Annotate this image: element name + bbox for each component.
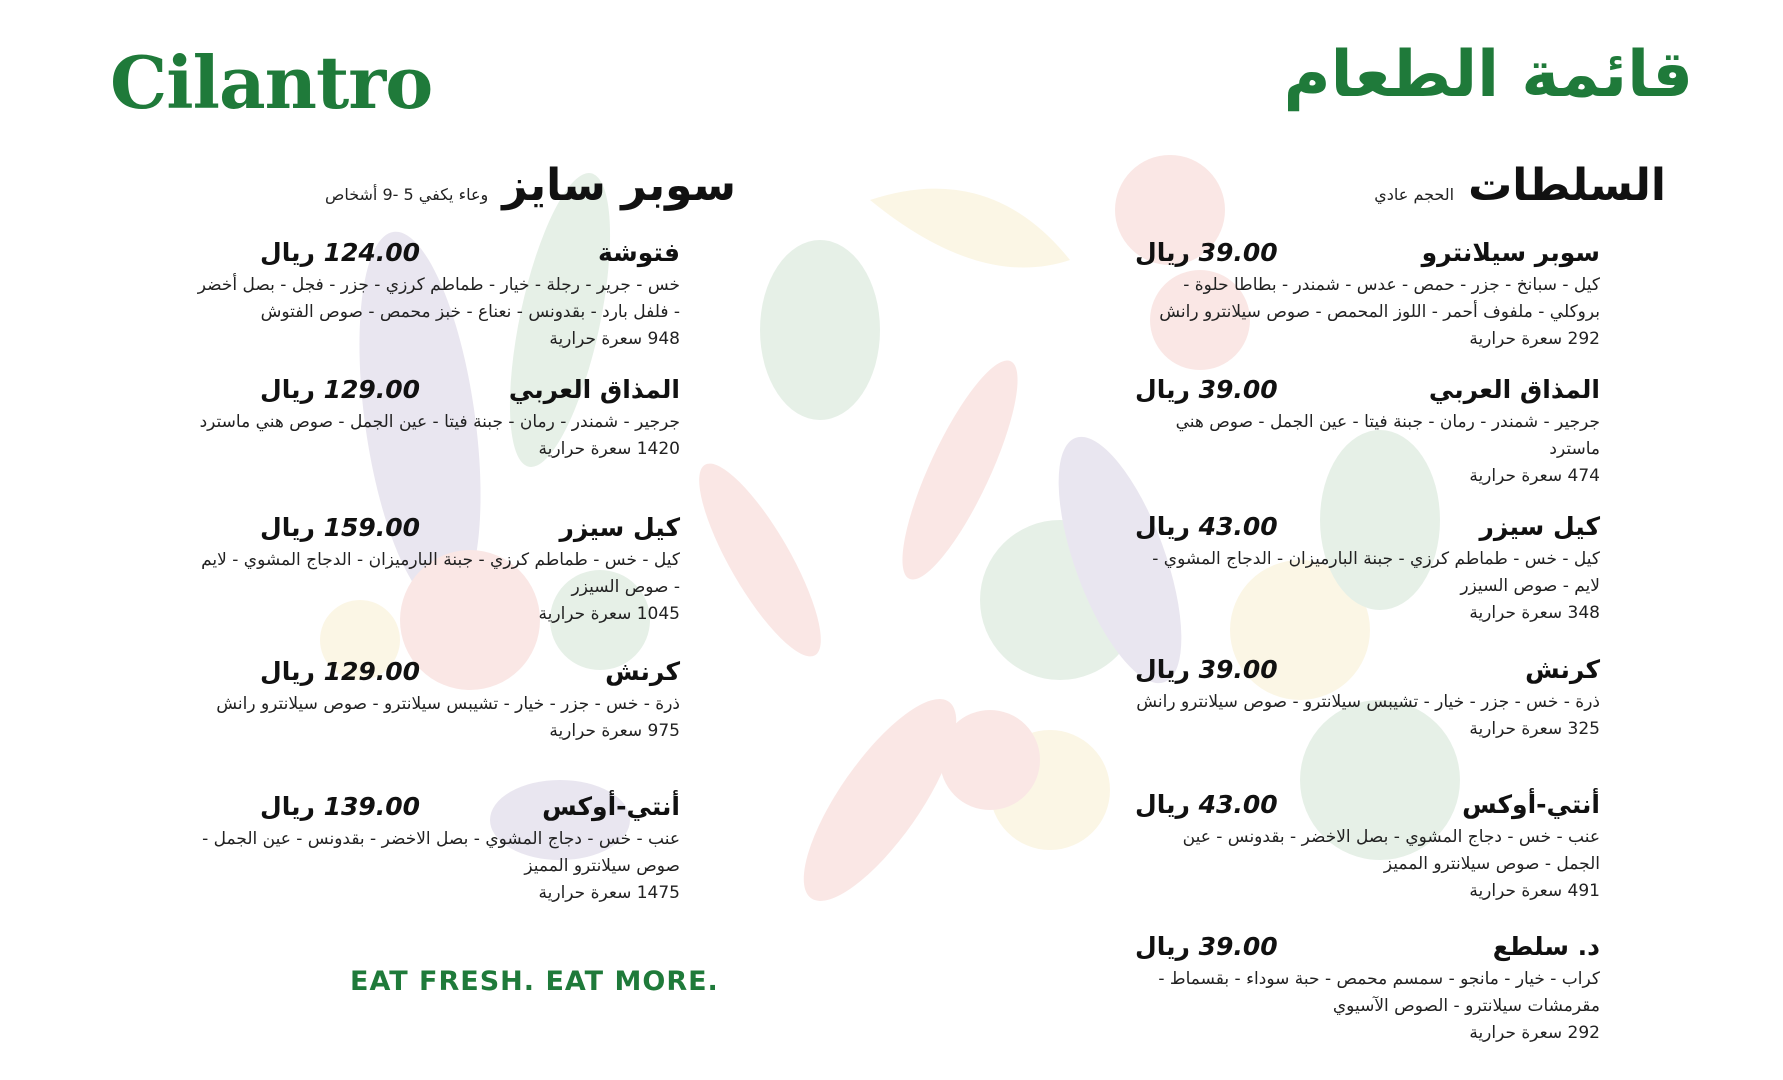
item-description: عنب - خس - دجاج المشوي - بصل الاخضر - بقدونس - عين الجمل - صوص سيلانترو المميز	[1182, 827, 1600, 874]
item-description: عنب - خس - دجاج المشوي - بصل الاخضر - بقدونس - عين الجمل - صوص سيلانترو المميز	[202, 829, 680, 876]
super-size-note: وعاء يكفي 5 -9 أشخاص	[324, 185, 489, 204]
item-price: 124.00 ريال	[260, 238, 421, 267]
salads-section-header	[1374, 160, 1666, 211]
item-name: سوبر سيلانترو	[1421, 238, 1600, 267]
item-calories: 1420 سعرة حرارية	[538, 439, 680, 459]
super-size-title: سوبر سايز	[502, 160, 736, 211]
item-name: أنتي-أوكس	[542, 792, 680, 821]
salads-size-note: الحجم عادي	[1374, 185, 1455, 204]
menu-item	[1135, 512, 1600, 627]
super-size-section-header	[325, 160, 736, 211]
item-name: كيل سيزر	[1479, 512, 1600, 541]
item-name: كيل سيزر	[559, 513, 680, 542]
item-calories: 325 سعرة حرارية	[1469, 719, 1600, 739]
menu-item	[1135, 932, 1600, 1047]
menu-item	[1135, 790, 1600, 905]
menu-item	[1135, 238, 1600, 353]
item-name: د. سلطع	[1492, 932, 1600, 961]
menu-item	[1135, 375, 1600, 490]
item-name: أنتي-أوكس	[1462, 790, 1600, 819]
salads-title: السلطات	[1468, 160, 1666, 211]
tagline: EAT FRESH. EAT MORE.	[350, 966, 719, 997]
item-calories: 1475 سعرة حرارية	[538, 883, 680, 903]
brand-logo: Cilantro	[110, 40, 433, 125]
item-description: جرجير - شمندر - رمان - جبنة فيتا - عين الجمل - صوص هني ماسترد	[1175, 412, 1600, 459]
item-calories: 975 سعرة حرارية	[549, 721, 680, 741]
item-name: فتوشة	[598, 238, 680, 267]
item-price: 39.00 ريال	[1135, 238, 1278, 267]
item-price: 43.00 ريال	[1135, 512, 1278, 541]
item-description: ذرة - خس - جزر - خيار - تشيبس سيلانترو - صوص سيلانترو رانش	[1136, 692, 1600, 712]
item-description: ذرة - خس - جزر - خيار - تشيبس سيلانترو - صوص سيلانترو رانش	[216, 694, 680, 714]
item-description: كراب - خيار - مانجو - سمسم محمص - حبة سوداء - بقسماط - مقرمشات سيلانترو - الصوص الآسيوي	[1158, 969, 1600, 1016]
item-calories: 948 سعرة حرارية	[549, 329, 680, 349]
item-name: كرنش	[1525, 655, 1600, 684]
item-calories: 348 سعرة حرارية	[1469, 603, 1600, 623]
item-description: كيل - خس - طماطم كرزي - جبنة البارميزان - الدجاج المشوي - لايم - صوص السيزر	[1152, 549, 1600, 596]
item-price: 39.00 ريال	[1135, 932, 1278, 961]
item-calories: 1045 سعرة حرارية	[538, 604, 680, 624]
item-calories: 491 سعرة حرارية	[1469, 881, 1600, 901]
item-price: 129.00 ريال	[260, 375, 421, 404]
item-description: جرجير - شمندر - رمان - جبنة فيتا - عين الجمل - صوص هني ماسترد	[199, 412, 680, 432]
menu-item	[1135, 655, 1600, 743]
item-price: 43.00 ريال	[1135, 790, 1278, 819]
item-description: خس - جرير - رجلة - خيار - طماطم كرزي - جزر - فجل - بصل أخضر - فلفل بارد - بقدونس - نعناع - خبز محمص - صوص الفتوش	[197, 275, 680, 322]
item-calories: 292 سعرة حرارية	[1469, 329, 1600, 349]
item-price: 39.00 ريال	[1135, 655, 1278, 684]
menu-item	[190, 657, 680, 745]
menu-title: قائمة الطعام	[1283, 38, 1693, 112]
item-name: كرنش	[605, 657, 680, 686]
item-price: 159.00 ريال	[260, 513, 421, 542]
item-calories: 292 سعرة حرارية	[1469, 1023, 1600, 1043]
item-name: المذاق العربي	[508, 375, 680, 404]
item-price: 139.00 ريال	[260, 792, 421, 821]
menu-item	[190, 375, 680, 463]
menu-item	[190, 792, 680, 907]
item-description: كيل - خس - طماطم كرزي - جبنة البارميزان - الدجاج المشوي - لايم - صوص السيزر	[201, 550, 680, 597]
item-calories: 474 سعرة حرارية	[1469, 466, 1600, 486]
item-description: كيل - سبانخ - جزر - حمص - عدس - شمندر - بطاطا حلوة - بروكلي - ملفوف أحمر - اللوز المحمص - صوص سيلانترو رانش	[1159, 275, 1600, 322]
item-name: المذاق العربي	[1428, 375, 1600, 404]
item-price: 39.00 ريال	[1135, 375, 1278, 404]
item-price: 129.00 ريال	[260, 657, 421, 686]
menu-item	[190, 513, 680, 628]
menu-item	[190, 238, 680, 353]
